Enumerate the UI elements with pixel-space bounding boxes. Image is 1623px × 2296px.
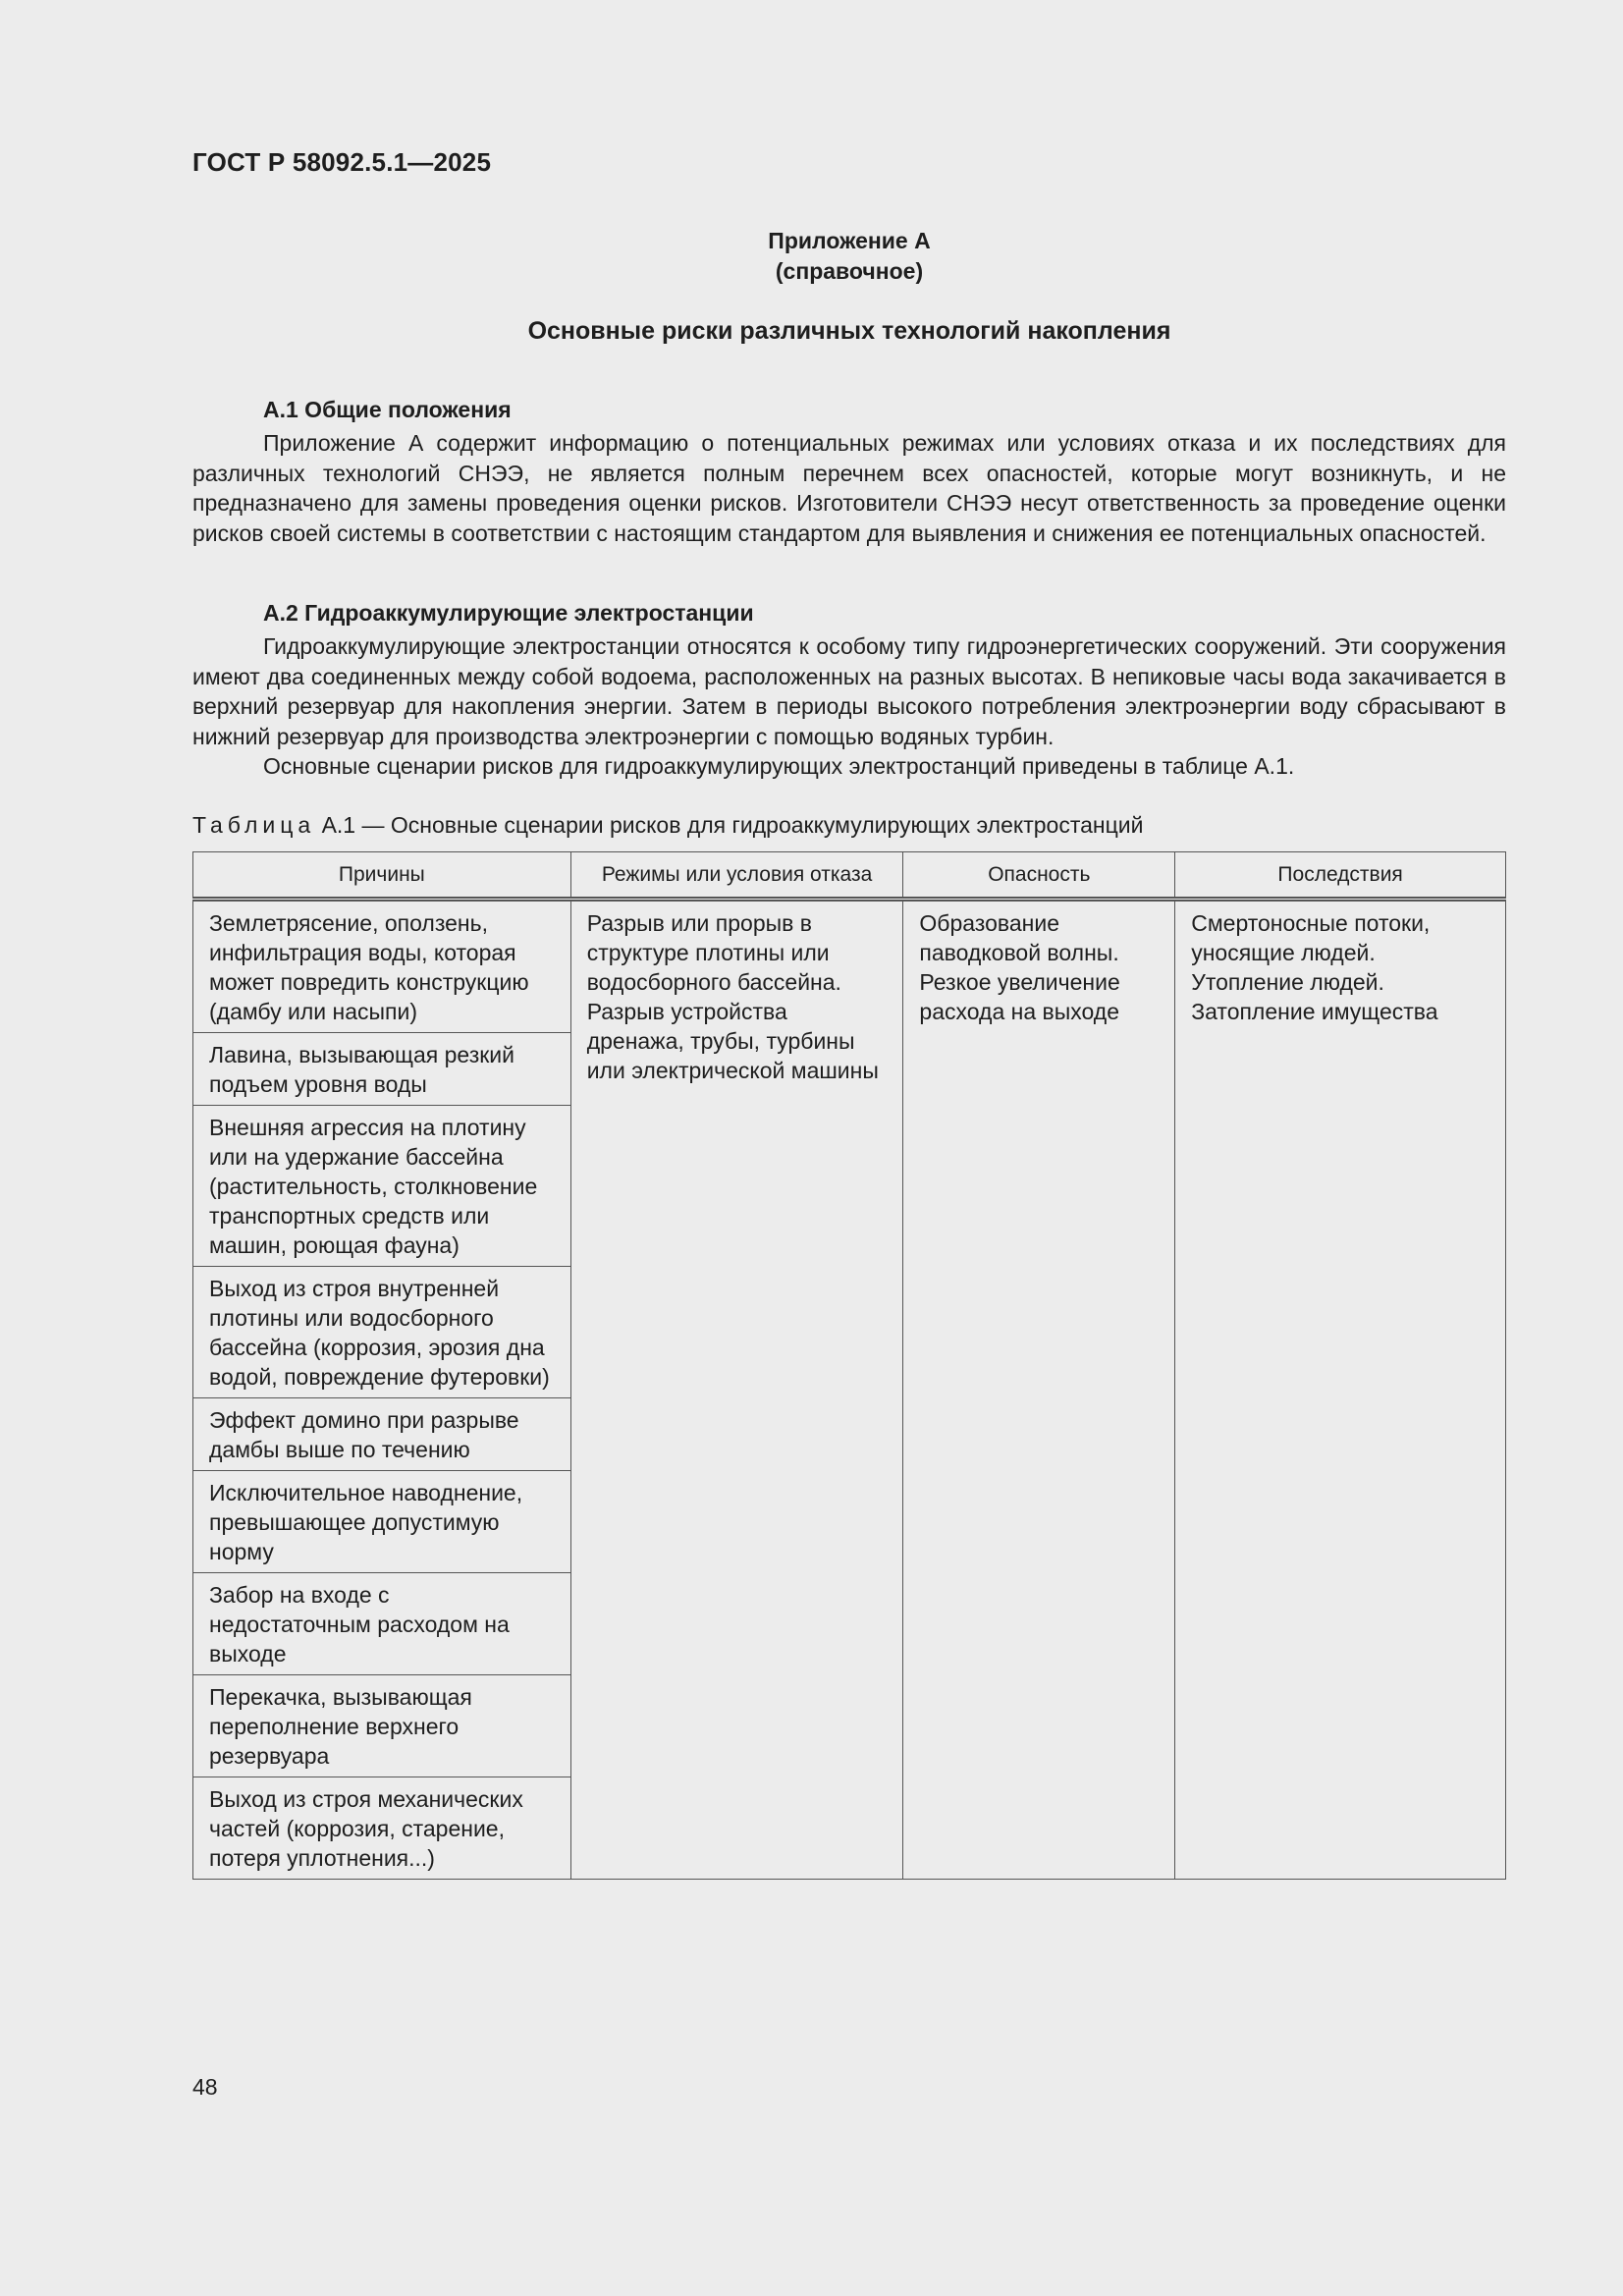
failure-modes-cell: Разрыв или прорыв в структуре плотины или водосборного бассейна. Разрыв устройства дренажа, трубы, турбины или электрической машины — [570, 900, 903, 1880]
page-number: 48 — [192, 2074, 218, 2100]
paragraph: Основные сценарии рисков для гидроаккумулирующих электростанций приведены в таблице А.1. — [263, 753, 1295, 779]
cause-cell: Внешняя агрессия на плотину или на удержание бассейна (растительность, столкновение транспортных средств или машин, роющая фауна) — [193, 1106, 571, 1267]
column-header: Режимы или условия отказа — [570, 852, 903, 900]
section-general — [192, 395, 1506, 548]
cause-cell: Перекачка, вызывающая переполнение верхнего резервуара — [193, 1675, 571, 1777]
appendix-note: (справочное) — [775, 258, 924, 284]
document-code: ГОСТ Р 58092.5.1—2025 — [192, 147, 492, 177]
cause-cell: Выход из строя внутренней плотины или водосборного бассейна (коррозия, эрозия дна водой, повреждение футеровки) — [193, 1267, 571, 1398]
cause-cell: Землетрясение, оползень, инфильтрация воды, которая может повредить конструкцию (дамбу или насыпи) — [193, 900, 571, 1033]
table-header-row — [193, 852, 1506, 900]
table-caption-label: Таблица — [192, 812, 316, 838]
section-heading: А.1 Общие положения — [263, 397, 512, 422]
column-header: Опасность — [903, 852, 1175, 900]
table-row — [193, 900, 1506, 1033]
cause-cell: Эффект домино при разрыве дамбы выше по течению — [193, 1398, 571, 1471]
table-caption — [192, 810, 1143, 840]
paragraph: Гидроаккумулирующие электростанции относятся к особому типу гидроэнергетических сооружений. Эти сооружения имеют два соединенных между собой водоема, расположенных на разных высотах. В непиковые часы вода закачивается в верхний резервуар для накопления энергии. Затем в периоды высокого потребления электроэнергии воду сбрасывают в нижний резервуар для производства электроэнергии с помощью водяных турбин. — [192, 633, 1506, 749]
table-caption-text: А.1 — Основные сценарии рисков для гидроаккумулирующих электростанций — [315, 812, 1144, 838]
cause-cell: Забор на входе с недостаточным расходом на выходе — [193, 1573, 571, 1675]
cause-cell: Исключительное наводнение, превышающее допустимую норму — [193, 1471, 571, 1573]
cause-cell: Выход из строя механических частей (коррозия, старение, потеря уплотнения...) — [193, 1777, 571, 1880]
page-title: Основные риски различных технологий накопления — [527, 317, 1171, 345]
hazard-cell: Образование паводковой волны. Резкое увеличение расхода на выходе — [903, 900, 1175, 1880]
column-header: Последствия — [1175, 852, 1506, 900]
section-pumped-storage — [192, 598, 1506, 782]
consequences-cell: Смертоносные потоки, уносящие людей. Утопление людей. Затопление имущества — [1175, 900, 1506, 1880]
section-heading: А.2 Гидроаккумулирующие электростанции — [263, 600, 754, 626]
cause-cell: Лавина, вызывающая резкий подъем уровня воды — [193, 1033, 571, 1106]
risk-table — [192, 851, 1506, 1880]
paragraph: Приложение А содержит информацию о потенциальных режимах или условиях отказа и их последствиях для различных технологий СНЭЭ, не является полным перечнем всех опасностей, которые могут возникнуть, и не предназначено для замены проведения оценки рисков. Изготовители СНЭЭ несут ответственность за проведение оценки рисков своей системы в соответствии с настоящим стандартом для выявления и снижения ее потенциальных опасностей. — [192, 430, 1506, 546]
appendix-title: Приложение А — [768, 228, 931, 253]
appendix-heading — [192, 226, 1506, 287]
column-header: Причины — [193, 852, 571, 900]
